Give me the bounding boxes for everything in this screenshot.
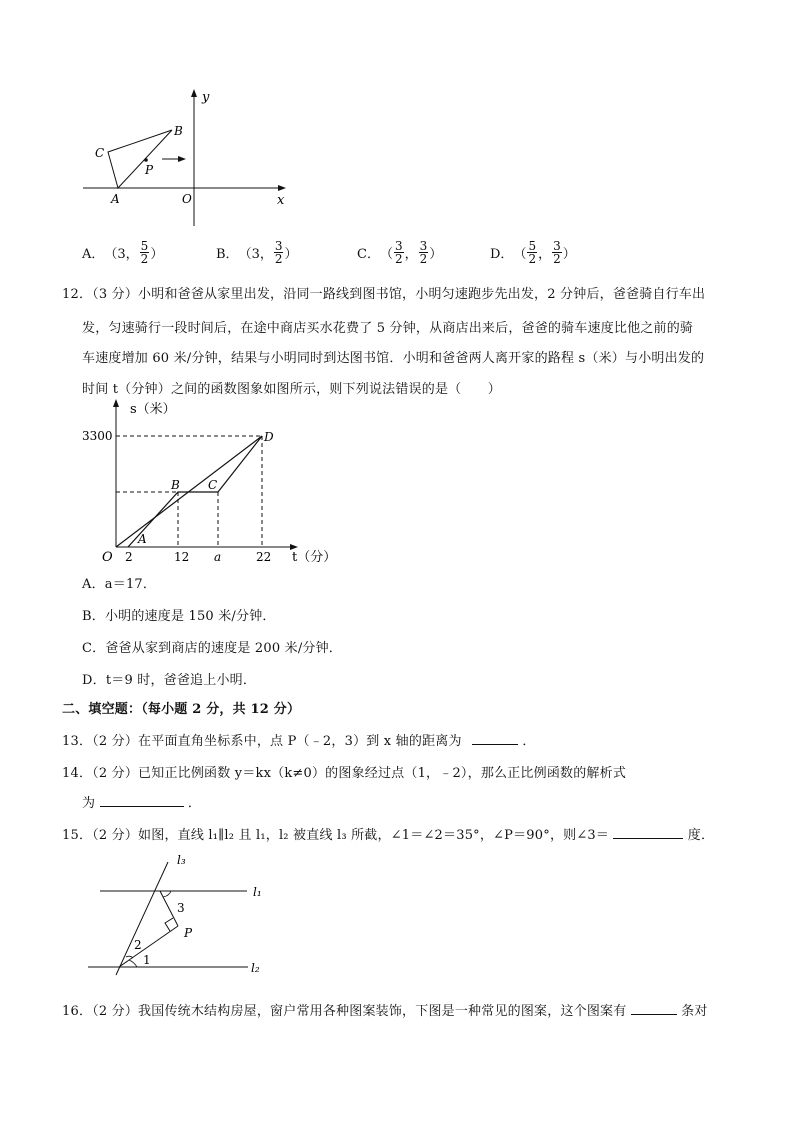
right-angle-mark	[165, 918, 173, 931]
q15: 15．（2 分）如图，直线 l₁∥l₂ 且 l₁，l₂ 被直线 l₃ 所截，∠1＝∠2＝35°，∠P＝90°，则∠3＝ 度．	[62, 828, 715, 843]
l3-line	[116, 862, 168, 975]
q11-y-axis-label: y	[202, 90, 210, 105]
q12-line-3: 车速度增加 60 米/分钟，结果与小明同时到达图书馆．小明和爸爸两人离开家的路程 s（米）与小明出发的	[82, 351, 705, 366]
q12-line-1: 12．（3 分）小明和爸爸从家里出发，沿同一路线到图书馆，小明匀速跑步先出发，2 分钟后，爸爸骑自行车出	[62, 287, 706, 302]
q12-option-b: B．小明的速度是 150 米/分钟．	[82, 609, 276, 624]
q12-point-b: B	[171, 478, 180, 492]
q12-x-tick-22: 22	[256, 550, 272, 564]
angle-3-label: 3	[177, 901, 185, 915]
q13: 13．（2 分）在平面直角坐标系中，点 P（﹣2，3）到 x 轴的距离为 ．	[62, 734, 536, 749]
q11-figure	[78, 86, 298, 232]
q12-y-tick-3300: 3300	[82, 429, 113, 443]
point-p-label: P	[184, 926, 193, 940]
q14-answer-blank[interactable]	[100, 794, 184, 807]
section-heading: 二、填空题：（每小题 2 分，共 12 分）	[62, 702, 301, 717]
angle-2-label: 2	[134, 938, 142, 952]
q12-chart	[78, 395, 348, 570]
q12-x-axis-label: t（分）	[292, 550, 337, 565]
q11-option-a: A． （3， $\frac{5}{2}$ ）	[82, 239, 164, 266]
q12-point-d: D	[264, 430, 274, 444]
q11-x-axis-label: x	[277, 193, 285, 208]
q15-answer-blank[interactable]	[613, 826, 683, 839]
q11-point-p	[144, 158, 148, 162]
l2-label: l₂	[251, 961, 260, 975]
q11-option-c: C． （ $\frac{3}{2}$ ， $\frac{3}{2}$ ）	[357, 239, 443, 266]
q12-dad-line	[128, 436, 262, 547]
angle-1-label: 1	[143, 953, 151, 967]
q11-label-p: P	[145, 163, 154, 177]
q11-origin-label: O	[182, 192, 192, 206]
l1-label: l₁	[253, 885, 262, 899]
q12-origin-label: O	[102, 550, 113, 565]
q11-label-b: B	[174, 124, 183, 138]
q12-point-c: C	[208, 478, 218, 492]
q12-option-d: D．t＝9 时，爸爸追上小明．	[82, 673, 257, 688]
q16-answer-blank[interactable]	[631, 1002, 677, 1015]
l3-label: l₃	[177, 853, 186, 867]
q14-line-2: 为 ．	[82, 796, 202, 811]
q12-x-tick-12: 12	[174, 550, 190, 564]
q11-label-c: C	[95, 146, 105, 160]
q14-line-1: 14．（2 分）已知正比例函数 y＝kx（k≠0）的图象经过点（1，﹣2），那么正比例函数的解析式	[62, 766, 627, 781]
q12-point-a: A	[138, 532, 147, 546]
q11-option-b: B． （3， $\frac{3}{2}$ ）	[216, 239, 298, 266]
q13-answer-blank[interactable]	[472, 732, 518, 745]
q12-line-4: 时间 t（分钟）之间的函数图象如图所示，则下列说法错误的是（ ）	[82, 382, 501, 397]
q11-option-d: D． （ $\frac{5}{2}$ ， $\frac{3}{2}$ ）	[490, 239, 576, 266]
q16: 16．（2 分）我国传统木结构房屋，窗户常用各种图案装饰，下图是一种常见的图案，这个图案有 条对	[62, 1004, 708, 1019]
q12-x-tick-2: 2	[125, 550, 133, 564]
q12-x-tick-a: a	[214, 550, 222, 564]
q12-option-a: A．a＝17．	[82, 577, 157, 592]
q12-line-2: 发，匀速骑行一段时间后，在途中商店买水花费了 5 分钟，从商店出来后，爸爸的骑车速度比他之前的骑	[82, 321, 694, 336]
q12-y-axis-label: s（米）	[130, 402, 176, 417]
q12-option-c: C．爸爸从家到商店的速度是 200 米/分钟．	[82, 641, 343, 656]
q15-figure	[85, 850, 275, 980]
q11-label-a: A	[111, 192, 120, 206]
